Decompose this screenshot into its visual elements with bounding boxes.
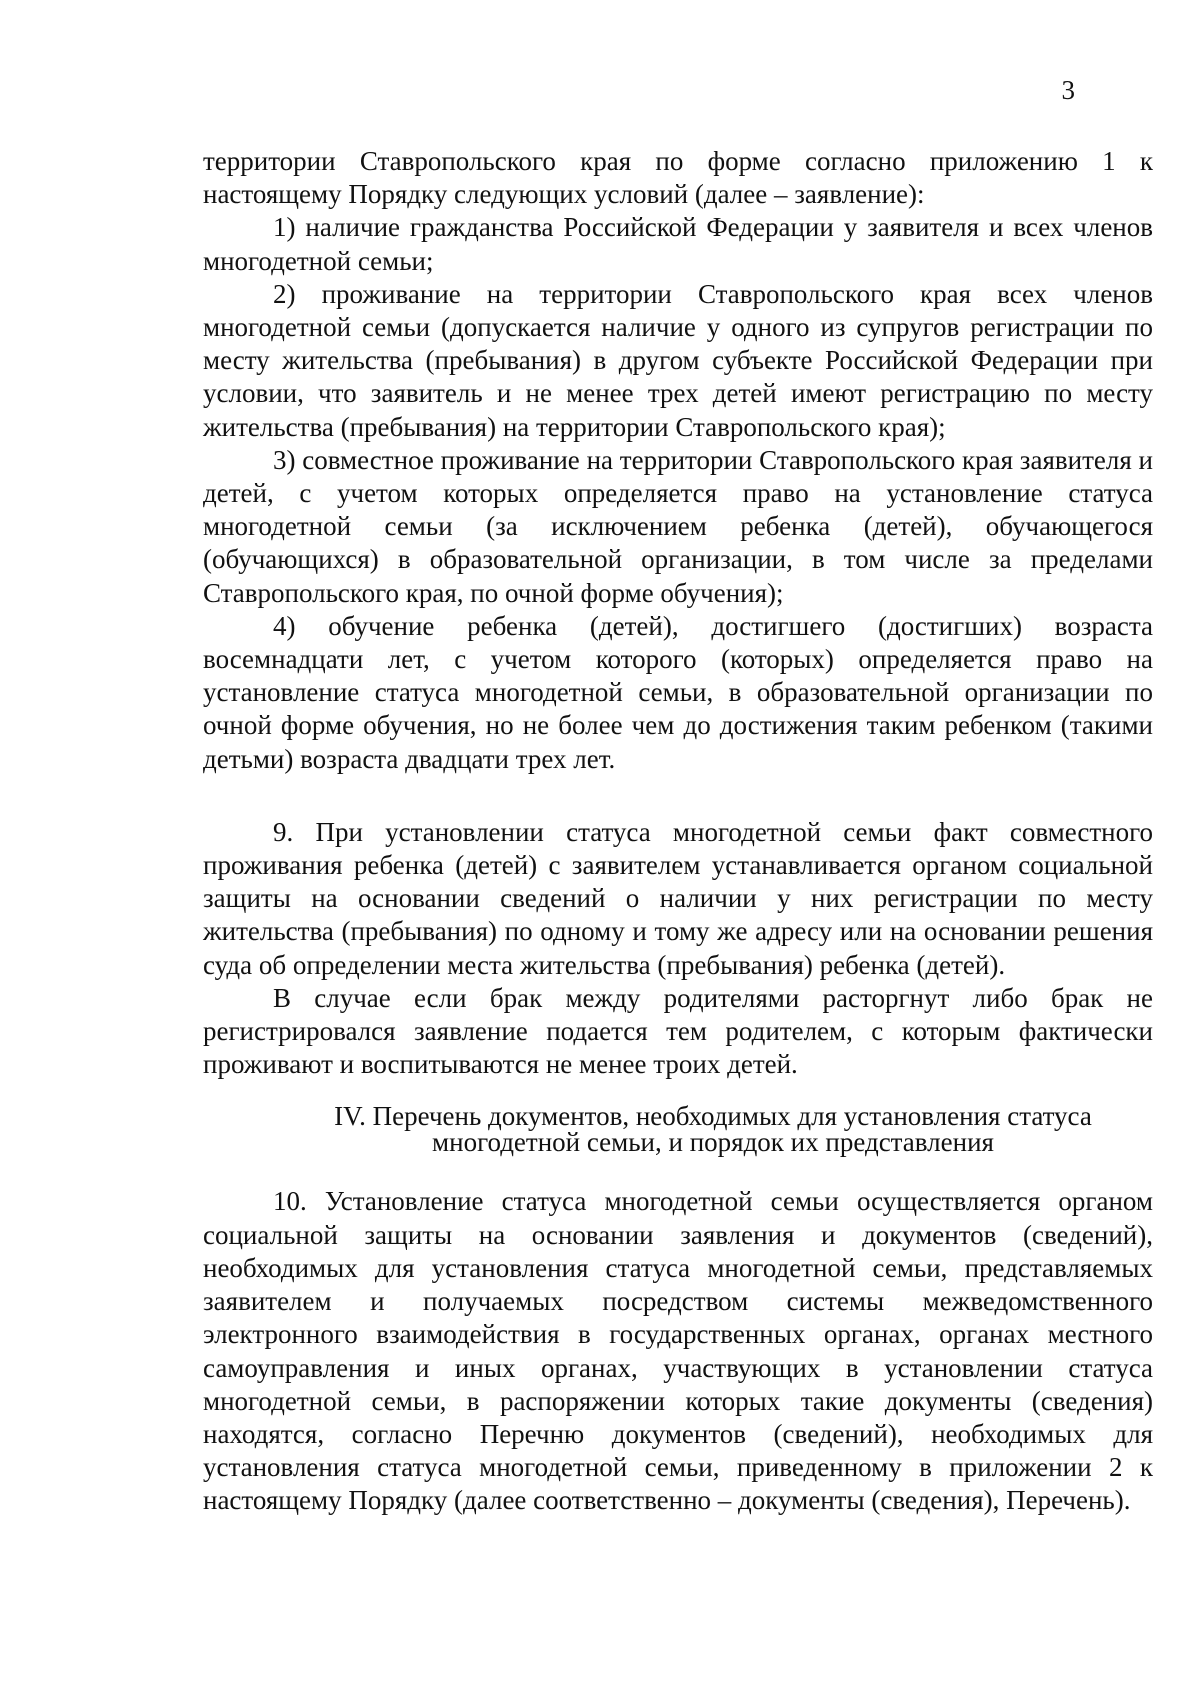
paragraph-condition-3: 3) совместное проживание на территории Ставропольского края заявителя и детей, с учетом которых определяется право на установление статуса многодетной семьи (за исключением ребенка (детей), обучающегося (обучающихся) в образовательной организации, в том числе за пределами Ставропольского края, по очной форме обучения); bbox=[203, 444, 1153, 608]
paragraph-condition-2: 2) проживание на территории Ставропольского края всех членов многодетной семьи (допускается наличие у одного из супругов регистрации по месту жительства (пребывания) в другом субъекте Российской Федерации при условии, что заявитель и не менее трех детей имеют регистрацию по месту жительства (пребывания) на территории Ставропольского края); bbox=[203, 278, 1153, 442]
document-body bbox=[203, 145, 1153, 1518]
heading-spacer bbox=[203, 1155, 1153, 1185]
paragraph-item-10: 10. Установление статуса многодетной семьи осуществляется органом социальной защиты на основании заявления и документов (сведений), необходимых для установления статуса многодетной семьи, представляемых заявителем и получаемых посредством системы межведомственного электронного взаимодействия в государственных органах, органах местного самоуправления и иных органах, участвующих в установлении статуса многодетной семьи, в распоряжении которых такие документы (сведения) находятся, согласно Перечню документов (сведений), необходимых для установления статуса многодетной семьи, приведенному в приложении 2 к настоящему Порядку (далее соответственно – документы (сведения), Перечень). bbox=[203, 1186, 1153, 1516]
paragraph-item-9: 9. При установлении статуса многодетной семьи факт совместного проживания ребенка (детей) с заявителем устанавливается органом социальной защиты на основании сведений о наличии у них регистрации по месту жительства (пребывания) по одному и тому же адресу или на основании решения суда об определении места жительства (пребывания) ребенка (детей). bbox=[203, 816, 1153, 980]
section-heading-line-1: IV. Перечень документов, необходимых для установления статуса bbox=[334, 1101, 1092, 1132]
section-heading-line-2: многодетной семьи, и порядок их представления bbox=[432, 1127, 994, 1158]
paragraph-condition-4: 4) обучение ребенка (детей), достигшего (достигших) возраста восемнадцати лет, с учетом которого (которых) определяется право на установление статуса многодетной семьи, в образовательной организации по очной форме обучения, но не более чем до достижения таким ребенком (такими детьми) возраста двадцати трех лет. bbox=[203, 610, 1153, 774]
paragraph-continuation: территории Ставропольского края по форме согласно приложению 1 к настоящему Порядку следующих условий (далее – заявление): bbox=[203, 146, 1153, 210]
paragraph-condition-1: 1) наличие гражданства Российской Федерации у заявителя и всех членов многодетной семьи; bbox=[203, 212, 1153, 276]
page-number: 3 bbox=[1061, 75, 1075, 105]
section-heading bbox=[203, 1101, 1153, 1158]
paragraph-divorce-case: В случае если брак между родителями расторгнут либо брак не регистрировался заявление подается тем родителем, с которым фактически проживают и воспитываются не менее троих детей. bbox=[203, 982, 1153, 1080]
paragraph-spacer bbox=[203, 776, 1153, 816]
